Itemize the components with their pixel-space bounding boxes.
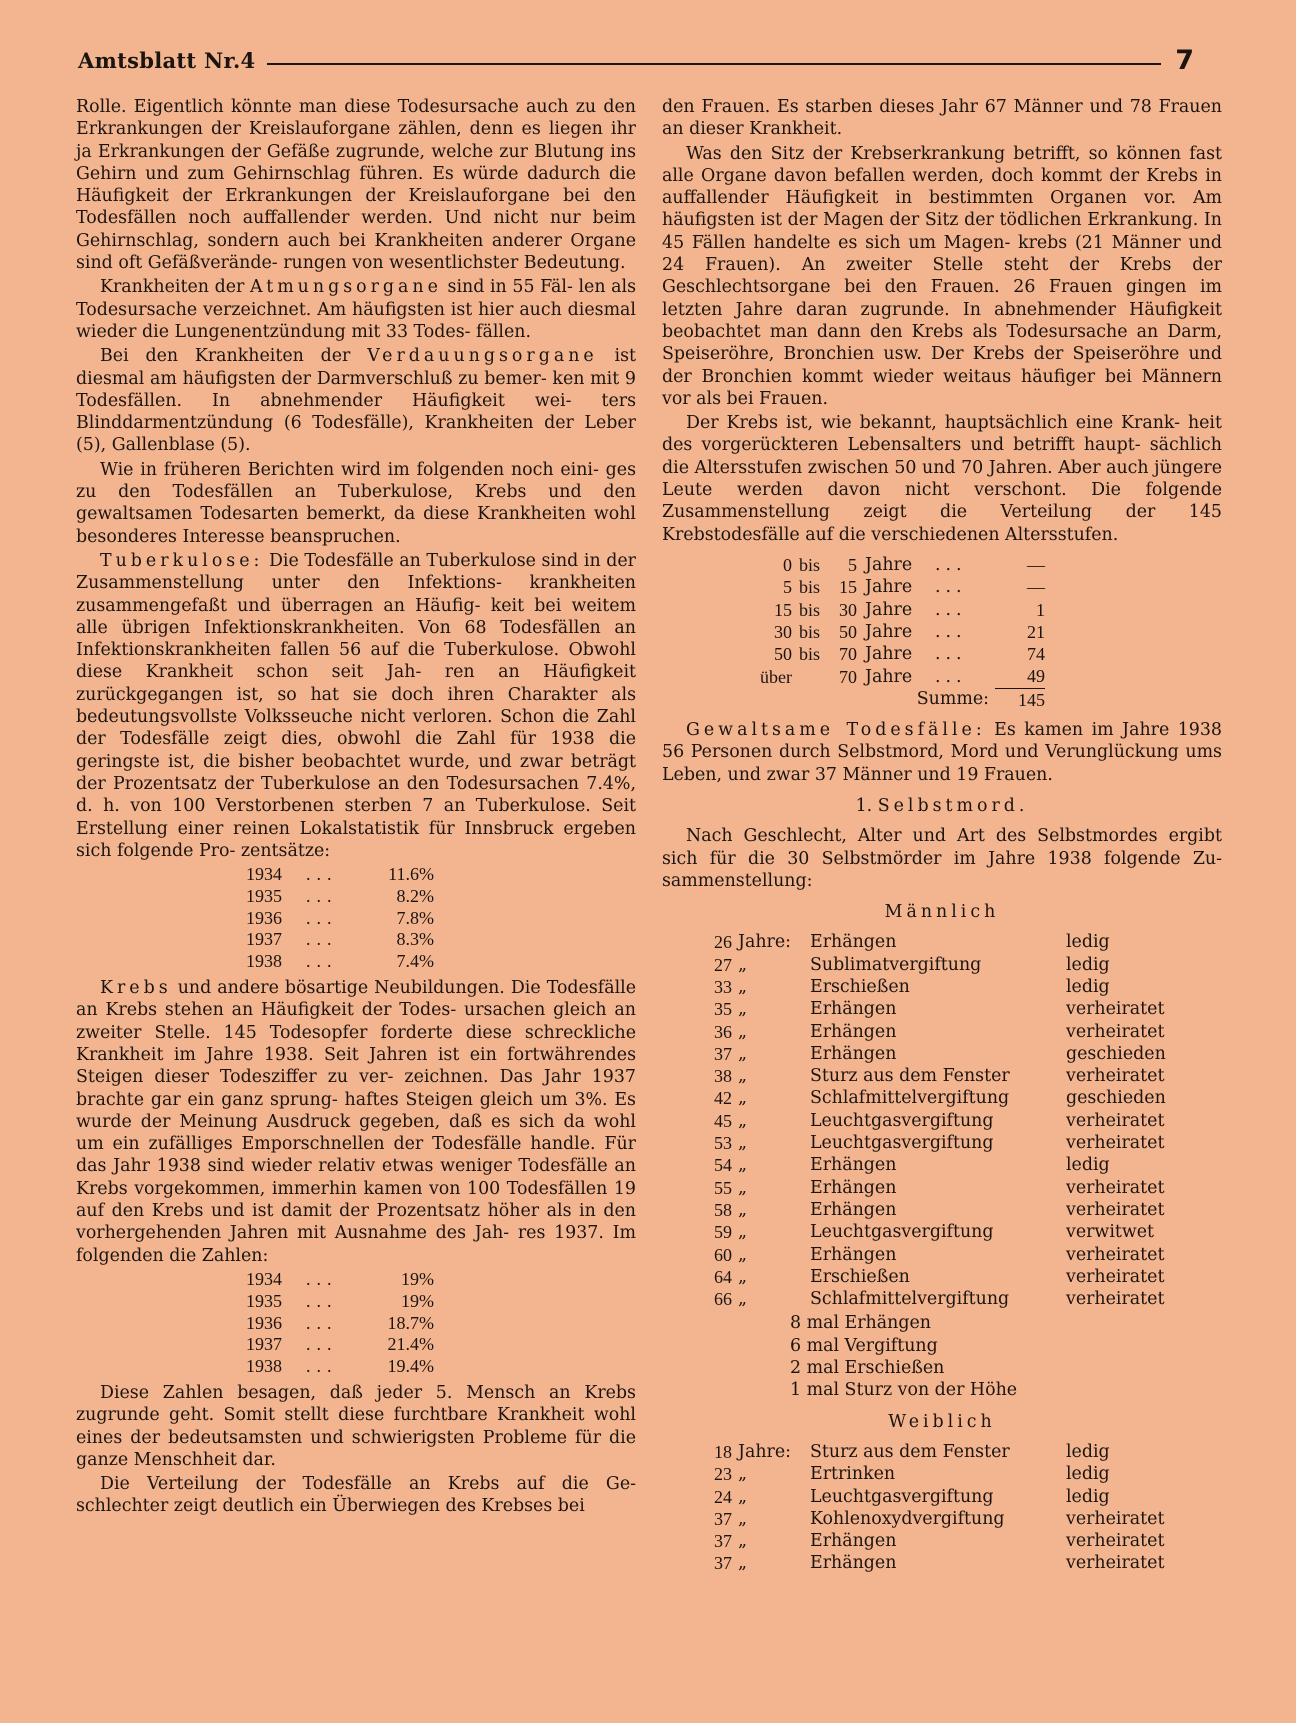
table-row: 45 „ Leuchtgasvergiftung verheiratet — [714, 1110, 1165, 1131]
table-row: 1937 ... 21.4% — [246, 1334, 434, 1355]
section-heading: Tuberkulose: — [100, 550, 264, 571]
table-row: 36 „ Erhängen verheiratet — [714, 1021, 1165, 1042]
page-header — [78, 46, 1194, 74]
section-heading: Gewaltsame Todesfälle: — [686, 720, 986, 741]
list-item: 2 mal Erschießen — [790, 1358, 945, 1379]
table-row: 27 „ Sublimatvergiftung ledig — [714, 954, 1110, 975]
table-row: 58 „ Erhängen verheiratet — [714, 1199, 1165, 1220]
paragraph: Gewaltsame Todesfälle: Es kamen im Jahre 1938 56 Personen durch Selbstmord, Mord und Verunglückung ums Leben, und zwar 37 Männer und 19 Frauen. — [662, 720, 1222, 785]
paragraph: Der Krebs ist, wie bekannt, hauptsächlich eine Krank- heit des vorgerückteren Lebensalters und betrifft haupt- sächlich die Altersstufen zwischen 50 und 70 Jahren. Aber auch jüngere Leute werden davon nicht verschont. Die folgende Zusammenstellung zeigt die Verteilung der 145 Krebstodesfälle auf die verschiedenen Altersstufen. — [662, 413, 1222, 545]
table-row: 42 „ Schlafmittelvergiftung geschieden — [714, 1088, 1166, 1109]
list-item: 6 mal Vergiftung — [790, 1335, 938, 1356]
paragraph: Was den Sitz der Krebserkrankung betrifft, so können fast alle Organe davon befallen werden, doch kommt der Krebs in auffallender Häufigkeit in bestimmten Organen vor. Am häufigsten ist der Magen der Sitz der tödlichen Erkrankung. In 45 Fällen handelte es sich um Magen- krebs (21 Männer und 24 Frauen). An zweiter Stelle steht der Krebs der Geschlechtsorgane bei den Frauen. 26 Frauen gingen im letzten Jahre daran zugrunde. In abnehmender Häufigkeit beobachtet man dann den Krebs als Todesursache an Darm, Speiseröhre, Bronchien usw. Der Krebs der Speiseröhre und der Bronchien kommt wieder weitaus häufiger bei Männern vor als bei Frauen. — [662, 143, 1222, 409]
publication-title: Amtsblatt Nr.4 — [78, 47, 256, 73]
table-row: 24 „ Leuchtgasvergiftung ledig — [714, 1486, 1110, 1507]
paragraph: Krebs und andere bösartige Neubildungen. Die Todesfälle an Krebs stehen an Häufigkeit der Todes- ursachen gleich an zweiter Stelle. 145 Todesopfer forderte diese schreckliche Krankheit im Jahre 1938. Seit Jahren ist ein fortwährendes Steigen dieser Todesziffer zu ver- zeichnen. Das Jahr 1937 brachte gar ein ganz sprung- haftes Steigen gleich um 3%. Es wurde der Meinung Ausdruck gegeben, daß es sich da wohl um ein zufälliges Emporschnellen der Todesfälle handle. Für das Jahr 1938 sind wieder relativ etwas weniger Todesfälle an Krebs vorgekommen, immerhin kamen von 100 Todesfällen 19 auf den Krebs und ist damit der Prozentsatz höher als in den vorhergehenden Jahren mit Ausnahme des Jah- res 1937. Im folgenden die Zahlen: — [76, 978, 636, 1266]
table-row: über 70 Jahre ... 49 — [760, 666, 1045, 687]
paragraph: Bei den Krankheiten der Verdauungsorgane ist diesmal am häufigsten der Darmverschluß zu bemer- ken mit 9 Todesfällen. In abnehmender Häufigkeit wei- ters Blinddarmentzündung (6 Todesfälle), Krankheiten der Leber (5), Gallenblase (5). — [76, 346, 636, 456]
table-row: 5 bis 15 Jahre ... — — [783, 577, 1045, 598]
table-row: 1938 ... 7.4% — [246, 951, 434, 972]
table-row: 1934 ... 11.6% — [246, 864, 434, 885]
paragraph: Rolle. Eigentlich könnte man diese Todesursache auch zu den Erkrankungen der Kreislauforgane zählen, denn es liegen ihr ja Erkrankungen der Gefäße zugrunde, welche zur Blutung ins Gehirn und zum Gehirnschlag führen. Es würde dadurch die Häufigkeit der Erkrankungen der Kreislauforgane bei den Todesfällen noch auffallender werden. Und nicht nur beim Gehirnschlag, sondern auch bei Krankheiten anderer Organe sind oft Gefäßverände- rungen von wesentlichster Bedeutung. — [76, 97, 636, 274]
table-row: 18 Jahre: Sturz aus dem Fenster ledig — [714, 1441, 1110, 1462]
table-row: 54 „ Erhängen ledig — [714, 1155, 1110, 1176]
list-item: 8 mal Erhängen — [790, 1313, 931, 1334]
male-heading: Männlich — [884, 902, 1000, 923]
paragraph: Diese Zahlen besagen, daß jeder 5. Mensch an Krebs zugrunde geht. Somit stellt diese furchtbare Krankheit wohl eines der bedeutsamsten und schwierigsten Probleme für die ganze Menschheit dar. — [76, 1382, 636, 1470]
sum-row: Summe: 145 — [916, 689, 1045, 710]
table-row: 1934 ... 19% — [246, 1268, 434, 1289]
right-column — [662, 96, 1222, 1575]
table-row: 0 bis 5 Jahre ... — — [783, 554, 1045, 575]
table-row: 37 „ Kohlenoxydvergiftung verheiratet — [714, 1508, 1165, 1529]
table-row: 1937 ... 8.3% — [246, 929, 434, 950]
paragraph: Wie in früheren Berichten wird im folgenden noch eini- ges zu den Todesfällen an Tuberkulose, Krebs und den gewaltsamen Todesarten bemerkt, da diese Krankheiten wohl besonderes Interesse beanspruchen. — [76, 459, 636, 547]
paragraph: Krankheiten der Atmungsorgane sind in 55 Fäl- len als Todesursache verzeichnet. Am häufigsten ist hier auch diesmal wieder die Lungenentzündung mit 33 Todes- fällen. — [76, 277, 636, 342]
header-rule — [267, 63, 1161, 65]
table-row: 37 „ Erhängen geschieden — [714, 1043, 1166, 1064]
table-row: 1936 ... 7.8% — [246, 907, 434, 928]
table-row: 1936 ... 18.7% — [246, 1312, 434, 1333]
table-row: 37 „ Erhängen verheiratet — [714, 1553, 1165, 1574]
table-row: 1938 ... 19.4% — [246, 1356, 434, 1377]
list-item: 1 mal Sturz von der Höhe — [790, 1380, 1018, 1401]
table-row: 33 „ Erschießen ledig — [714, 976, 1110, 997]
table-row: 38 „ Sturz aus dem Fenster verheiratet — [714, 1066, 1165, 1087]
tuberculosis-percentage-table — [246, 864, 434, 973]
table-row: 1935 ... 8.2% — [246, 885, 434, 906]
table-row: 23 „ Ertrinken ledig — [714, 1464, 1110, 1485]
section-heading: Krebs — [100, 978, 172, 999]
subsection-title: 1. Selbstmord. — [855, 795, 1029, 816]
table-row: 37 „ Erhängen verheiratet — [714, 1531, 1165, 1552]
female-heading: Weiblich — [888, 1411, 996, 1432]
table-row: 1935 ... 19% — [246, 1290, 434, 1311]
table-row: 64 „ Erschießen verheiratet — [714, 1266, 1165, 1287]
table-row: 55 „ Erhängen verheiratet — [714, 1177, 1165, 1198]
left-column — [76, 96, 636, 1520]
table-row: 26 Jahre: Erhängen ledig — [714, 932, 1110, 953]
table-row: 50 bis 70 Jahre ... 74 — [774, 644, 1045, 665]
female-suicide-table — [692, 1441, 1206, 1575]
cancer-percentage-table — [246, 1269, 434, 1378]
page-number: 7 — [1175, 44, 1194, 76]
table-row: 66 „ Schlafmittelvergiftung verheiratet — [714, 1289, 1165, 1310]
paragraph: Nach Geschlecht, Alter und Art des Selbstmordes ergibt sich für die 30 Selbstmörder im Jahre 1938 folgende Zu- sammenstellung: — [662, 826, 1222, 891]
paragraph: Die Verteilung der Todesfälle an Krebs auf die Ge- schlechter zeigt deutlich ein Überwiegen des Krebses bei — [76, 1474, 636, 1517]
cancer-age-table — [662, 554, 1045, 711]
table-row: 60 „ Erhängen verheiratet — [714, 1244, 1165, 1265]
paragraph: Tuberkulose: Die Todesfälle an Tuberkulose sind in der Zusammenstellung unter den Infektions- krankheiten zusammengefaßt und überragen an Häufig- keit bei weitem alle übrigen Infektionskrankheiten. Von 68 Todesfällen an Infektionskrankheiten fallen 56 auf die Tuberkulose. Obwohl diese Krankheit schon seit Jah- ren an Häufigkeit zurückgegangen ist, so hat sie doch ihren Charakter als bedeutungsvollste Volksseuche nicht verloren. Schon die Zahl der Todesfälle zeigt dies, obwohl die Zahl für 1938 die geringste ist, die bisher beobachtet wurde, und zwar beträgt der Prozentsatz der Tuberkulose an den Todesursachen 7.4%, d. h. von 100 Verstorbenen sterben 7 an Tuberkulose. Seit Erstellung einer reinen Lokalstatistik für Innsbruck ergeben sich folgende Pro- zentsätze: — [76, 550, 636, 861]
table-row: 35 „ Erhängen verheiratet — [714, 999, 1165, 1020]
table-row: 59 „ Leuchtgasvergiftung verwitwet — [714, 1222, 1155, 1243]
male-suicide-table — [692, 931, 1206, 1310]
male-summary — [790, 1312, 1222, 1401]
paragraph: den Frauen. Es starben dieses Jahr 67 Männer und 78 Frauen an dieser Krankheit. — [662, 97, 1222, 140]
table-row: 15 bis 30 Jahre ... 1 — [774, 599, 1045, 620]
table-row: 30 bis 50 Jahre ... 21 — [774, 621, 1045, 642]
table-row: 53 „ Leuchtgasvergiftung verheiratet — [714, 1133, 1165, 1154]
